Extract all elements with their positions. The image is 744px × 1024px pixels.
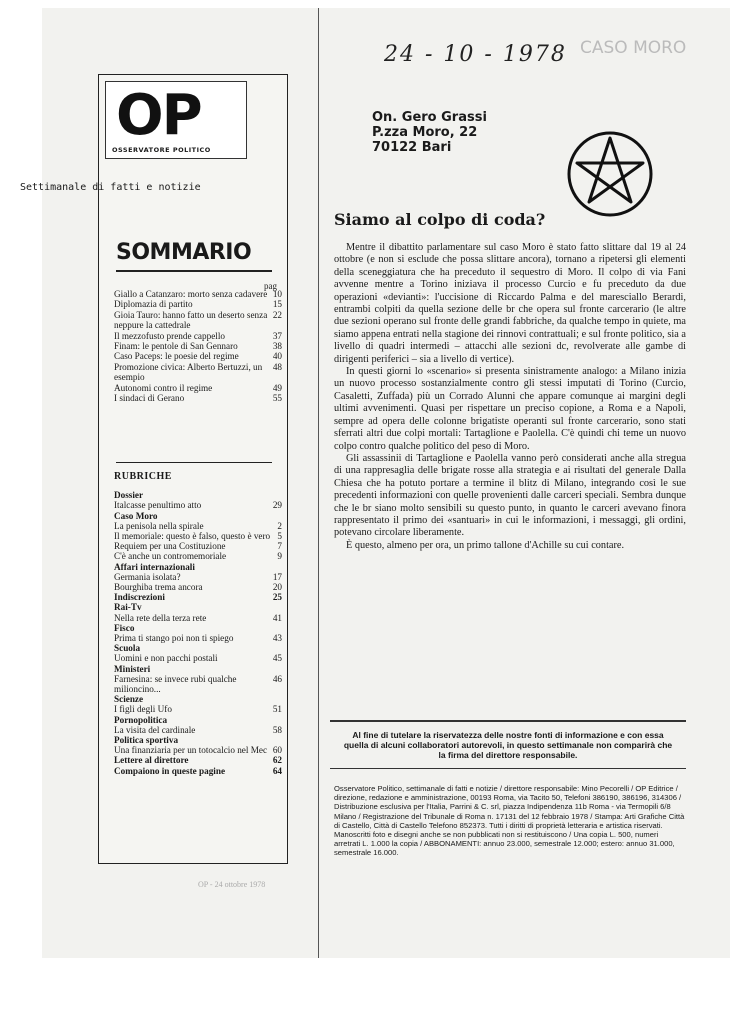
- rubriche-section-heading: [114, 715, 282, 725]
- rubriche-item: [114, 745, 282, 755]
- sommario-item-text: Promozione civica: Alberto Bertuzzi, un esempio: [114, 361, 263, 383]
- sommario-item: [114, 331, 282, 341]
- rubriche-entry-page: 46: [272, 673, 282, 684]
- rubriche-entry-text: Pornopolitica: [114, 714, 168, 725]
- rubriche-entry-text: Ministeri: [114, 663, 151, 674]
- rubriche-entry-page: 29: [272, 500, 282, 511]
- rubriche-title: RUBRICHE: [114, 471, 172, 482]
- rubriche-item: [114, 551, 282, 561]
- rubriche-entry-text: Scienze: [114, 694, 144, 705]
- logo-subtitle: OSSERVATORE POLITICO: [112, 146, 211, 154]
- rubriche-section-heading: [114, 490, 282, 500]
- rubriche-entry-page: 62: [272, 755, 282, 766]
- rubriche-entry-text: Politica sportiva: [114, 735, 179, 746]
- rubriche-section-heading: [114, 664, 282, 674]
- rubriche-list: [114, 490, 282, 776]
- rubriche-entry-text: Fisco: [114, 622, 135, 633]
- rubriche-entry-text: Scuola: [114, 643, 141, 654]
- rubriche-entry-page: 9: [277, 551, 282, 562]
- sommario-item: [114, 351, 282, 361]
- pentagram-icon: [566, 130, 654, 218]
- sommario-item-page: 10: [272, 289, 282, 299]
- rubriche-entry-text: Uomini e non pacchi postali: [114, 653, 218, 664]
- rubriche-entry-text: Una finanziaria per un totocalcio nel Mec: [114, 745, 268, 756]
- sommario-item-page: 48: [272, 361, 282, 372]
- article-paragraph: In questi giorni lo «scenario» si presenta sinistramente analogo: a Milano inizia un nuovo processo sostanzialmente contro gli stessi imputati di Torino (Curcio, Casaletti, Zuffada) più un Corrado Alunni che appare comunque ai margini degli ultimi avvenimenti. Quasi per rispettare un preciso copione, a Roma e a Napoli, sempre ad opera delle colonne brigatiste operanti sul fronte carcerario, sono stati sferrati altri due colpi mortali: Tartaglione e Paolella. C'è quindi chi teme un nuovo colpo contro qualche politico del peso di Moro.: [334, 366, 686, 452]
- sommario-list: [114, 289, 282, 403]
- bottom-ghost-text: OP - 24 ottobre 1978: [198, 880, 266, 889]
- article-paragraph: È questo, almeno per ora, un primo tallone d'Achille su cui contare.: [346, 539, 625, 551]
- rubriche-item: [114, 725, 282, 735]
- op-logo: [105, 81, 247, 159]
- rubriche-entry-page: 64: [272, 765, 282, 776]
- colophon: Osservatore Politico, settimanale di fatti e notizie / direttore responsabile: Mino Pecorelli / OP Editrice / direzione, redazione e amministrazione, 00193 Roma, via Tacito 50, Telefoni 386190, 386196, 314306 / Distribuzione esclusiva per l'Italia, Parrini & C. srl, piazza Indipendenza 11b Roma - via Termopili 6/8 Milano / Registrazione del Tribunale di Roma n. 17131 del 12 febbraio 1978 / Stampa: Arti Grafiche Città di Castello, Città di Castello Telefono 852373. Tutti i diritti di proprietà letteraria e artistica riservati. Manoscritti foto e disegni anche se non pubblicati non si restituiscono / Una copia L. 500, numeri arretrati L. 1.000 la copia / ABBONAMENTI: annuo 23.000, semestrale 12.000; estero: annuo 31.000, semestrale 16.000.: [334, 784, 685, 858]
- rubriche-entry-page: 7: [277, 541, 282, 552]
- sommario-item-text: Il mezzofusto prende cappello: [114, 330, 225, 341]
- rubriche-entry-text: I figli degli Ufo: [114, 704, 172, 715]
- rubriche-section-heading: [114, 511, 282, 521]
- sommario-item: [114, 341, 282, 351]
- article-body: [334, 242, 686, 552]
- sommario-item-page: 15: [272, 299, 282, 310]
- sommario-item-text: Diplomazia di partito: [114, 299, 193, 310]
- rubriche-entry-page: 17: [272, 571, 282, 582]
- rubriche-entry-text: Lettere al direttore: [114, 755, 189, 766]
- rubriche-entry-text: Farnesina: se invece rubi qualche milioncino...: [114, 673, 237, 695]
- rubriche-section: [114, 472, 282, 776]
- pag-label: pag: [264, 281, 277, 291]
- handwritten-date: 24 - 10 - 1978: [384, 42, 567, 67]
- rubriche-entry-page: 20: [272, 582, 282, 593]
- address-line: 70122 Bari: [372, 140, 452, 155]
- rubriche-entry-text: Requiem per una Costituzione: [114, 541, 226, 552]
- sommario-item: [114, 383, 282, 393]
- rubriche-entry-text: Dossier: [114, 490, 144, 501]
- rubriche-item: [114, 613, 282, 623]
- rubriche-entry-page: 45: [272, 653, 282, 664]
- rubriche-entry-text: Germania isolata?: [114, 571, 181, 582]
- sommario-item-text: Autonomi contro il regime: [114, 382, 213, 393]
- rubriche-entry-text: C'è anche un contromemoriale: [114, 551, 227, 562]
- sommario-item-page: 22: [272, 309, 282, 320]
- rubriche-entry-page: 43: [272, 633, 282, 644]
- rubriche-item: [114, 633, 282, 643]
- notice-rule: [330, 720, 686, 722]
- sommario-item-text: Finam: le pentole di San Gennaro: [114, 341, 238, 352]
- rubriche-section-heading: [114, 694, 282, 704]
- rubriche-item: [114, 541, 282, 551]
- address-block: [372, 110, 487, 155]
- rubriche-entry-page: 25: [272, 592, 282, 603]
- sommario-item-text: Gioia Tauro: hanno fatto un deserto senza neppure la cattedrale: [114, 309, 268, 331]
- rubriche-entry-page: 51: [272, 704, 282, 715]
- rubriche-item: [114, 704, 282, 714]
- rubriche-entry-text: Affari internazionali: [114, 561, 195, 572]
- article-paragraph: Mentre il dibattito parlamentare sul caso Moro è stato fatto slittare dal 19 al 24 ottobre (e non si esclude che possa slittare ancora), tornano a ripetersi gli elementi della sceneggiatura che ha preceduto il sequestro di Moro. Il colpo di via Fani avvenne mentre a Torino iniziava il processo Curcio e fu preceduto da due operazioni «devianti»: l'uccisione di Riccardo Palma e del maresciallo Berardi, entrambi colpiti da quella sezione delle br che opera sul fronte carcerario (le altre due sezioni operano sul fronte delle grandi fabbriche, da qualche tempo in quiete, ma siamo appena entrati nella stagione dei rinnovi contrattuali; e sul fronte politico, sia a livello di quadri intermedi – attacchi alle sezioni dc, revolverate alle gambe di dirigenti periferici – sia a livello di vertice).: [334, 242, 686, 365]
- rubriche-entry-text: Rai-Tv: [114, 602, 142, 613]
- sommario-item-text: Giallo a Catanzaro: morto senza cadavere: [114, 289, 268, 299]
- rubriche-item: [114, 531, 282, 541]
- rubriche-item: [114, 653, 282, 663]
- logo-text: OP: [116, 83, 201, 148]
- ghost-header: CASO MORO: [580, 38, 687, 58]
- rubriche-item: [114, 521, 282, 531]
- rubriche-entry-page: 2: [277, 520, 282, 531]
- rubriche-section-heading: [114, 602, 282, 612]
- rubriche-section-heading: [114, 623, 282, 633]
- sommario-item-page: 55: [272, 393, 282, 404]
- rubriche-entry-text: Nella rete della terza rete: [114, 612, 207, 623]
- sommario-item: [114, 310, 282, 331]
- rubriche-item: [114, 582, 282, 592]
- rubriche-entry-page: 58: [272, 724, 282, 735]
- rubriche-entry-text: Il memoriale: questo è falso, questo è vero: [114, 531, 271, 542]
- sommario-item-page: 40: [272, 351, 282, 362]
- sommario-rule: [116, 270, 272, 272]
- sommario-item-text: I sindaci di Gerano: [114, 393, 185, 404]
- rubriche-section-heading: [114, 562, 282, 572]
- rubriche-entry-text: Prima ti stango poi non ti spiego: [114, 633, 234, 644]
- rubriche-entry-text: Bourghiba trema ancora: [114, 582, 203, 593]
- rubriche-entry-text: Compaiono in queste pagine: [114, 765, 226, 776]
- rubriche-item: [114, 500, 282, 510]
- rubriche-section-heading: [114, 592, 282, 602]
- sommario-item-text: Caso Paceps: le poesie del regime: [114, 351, 239, 362]
- address-line: P.zza Moro, 22: [372, 125, 478, 140]
- article-paragraph: Gli assassinii di Tartaglione e Paolella vanno però considerati anche alla stregua di una rappresaglia delle brigate rosse alla strategia e ai risultati del generale Dalla Chiesa che ha potuto portare a termine il blitz di Milano, integrando così le sue precedenti informazioni con quelle provenienti dalle carceri speciali. Sembra dunque che le br siano molto sensibili su questo punto, in quanto le carceri avevano finora rappresentato il primo dei «santuari» in cui le informazioni, i messaggi, gli ordini, potevano circolare liberamente.: [334, 452, 686, 539]
- tagline: Settimanale di fatti e notizie: [20, 182, 201, 193]
- sommario-item-page: 49: [272, 382, 282, 393]
- notice-text: Al fine di tutelare la riservatezza delle nostre fonti di informazione e con essa quella di alcuni collaboratori autorevoli, in questo settimanale non comparirà che la firma del direttore responsabile.: [343, 730, 673, 760]
- rubriche-section-heading: [114, 766, 282, 776]
- rubriche-entry-text: Caso Moro: [114, 510, 158, 521]
- address-line: On. Gero Grassi: [372, 110, 487, 125]
- page-fold-line: [318, 8, 319, 958]
- sommario-item: [114, 299, 282, 309]
- rubriche-rule: [116, 462, 272, 463]
- sommario-item: [114, 289, 282, 299]
- rubriche-entry-page: 60: [272, 745, 282, 756]
- rubriche-section-heading: [114, 643, 282, 653]
- sommario-item: [114, 362, 282, 383]
- sommario-item: [114, 393, 282, 403]
- rubriche-section-heading: [114, 735, 282, 745]
- sommario-title: SOMMARIO: [116, 240, 252, 265]
- rubriche-entry-text: La visita del cardinale: [114, 724, 196, 735]
- rubriche-entry-text: Indiscrezioni: [114, 592, 165, 603]
- headline: Siamo al colpo di coda?: [334, 210, 546, 229]
- rubriche-item: [114, 572, 282, 582]
- rubriche-entry-page: 5: [277, 531, 282, 542]
- rubriche-entry-text: Italcasse penultimo atto: [114, 500, 202, 511]
- rubriche-entry-text: La penisola nella spirale: [114, 520, 204, 531]
- rubriche-section-heading: [114, 755, 282, 765]
- notice-rule-bottom: [330, 768, 686, 769]
- sommario-item-page: 37: [272, 330, 282, 341]
- rubriche-item: [114, 674, 282, 694]
- rubriche-entry-page: 41: [272, 612, 282, 623]
- sommario-item-page: 38: [272, 341, 282, 352]
